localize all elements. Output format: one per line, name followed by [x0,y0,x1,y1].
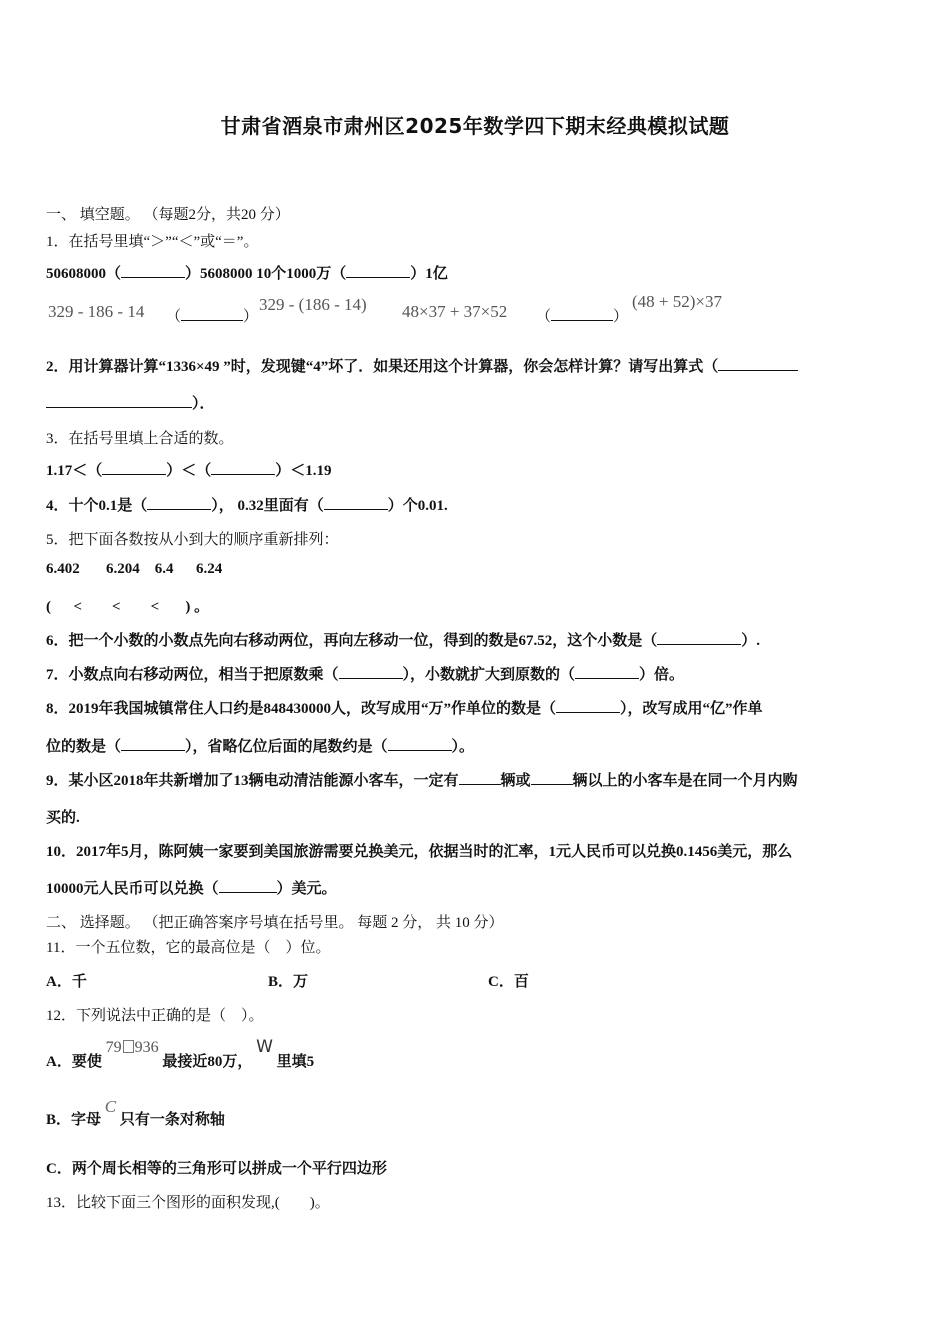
answer-blank[interactable] [211,462,275,475]
q8-part-c: 位的数是（ [46,739,122,755]
question-4 [46,494,448,515]
question-3: 3．在括号里填上合适的数。 [46,431,234,447]
question-10-cont [46,877,337,898]
letter-c: C [104,1097,117,1116]
question-2 [46,355,798,376]
digit-box-icon [123,1040,134,1053]
q3-part-c: ）＜1.19 [275,463,332,479]
paren-close: ） [613,309,629,325]
q12-option-a[interactable] [46,1036,314,1070]
q12-option-b[interactable] [46,1096,225,1126]
question-11: 11．一个五位数，它的最高位是（ ）位。 [46,940,331,956]
answer-blank[interactable] [388,738,452,751]
paren-close: ） [243,309,259,325]
answer-blank[interactable] [346,265,410,278]
q1-compare-2 [536,305,628,326]
q7-part-b: ），小数就扩大到原数的（ [402,667,576,683]
q12-b-prefix: B．字母 [46,1112,102,1128]
page-title: 甘肃省酒泉市肃州区2025年数学四下期末经典模拟试题 [220,114,730,138]
q8-part-b: ），改写成用“亿”作单 [620,701,763,717]
placeholder-symbol: W [256,1037,273,1057]
question-2-cont [46,392,215,413]
answer-blank[interactable] [121,265,185,278]
q9-part-c: 辆以上的小客车是在同一个月内购 [572,773,798,789]
q11-option-a[interactable]: A．千 [46,974,87,990]
section-1-header: 一、 填空题。 （每题2分，共20 分） [46,207,290,223]
answer-blank[interactable] [181,308,243,321]
q6-part-a: 6．把一个小数的小数点先向右移动两位，再向左移动一位，得到的数是67.52，这个小数是（ [46,633,658,649]
question-5-numbers: 6.402 6.204 6.4 6.24 [46,561,223,577]
answer-blank[interactable] [575,666,639,679]
answer-blank[interactable] [531,772,573,785]
q1-row1-part-a: 50608000（ [46,266,122,282]
question-3-row [46,459,332,480]
q7-part-a: 7．小数点向右移动两位，相当于把原数乘（ [46,667,339,683]
number-left: 79 [105,1039,122,1056]
q9-part-b: 辆或 [500,773,531,789]
answer-blank[interactable] [657,632,741,645]
question-6 [46,629,760,650]
q1-compare-1 [166,305,258,326]
q12-a-number [106,1039,159,1056]
q8-part-d: ），省略亿位后面的尾数约是（ [185,739,388,755]
question-5: 5．把下面各数按从小到大的顺序重新排列： [46,532,339,548]
paren-open: （ [536,309,552,325]
answer-blank[interactable] [46,395,192,408]
answer-blank[interactable] [459,772,501,785]
answer-blank[interactable] [339,666,403,679]
q4-part-b: ）， 0.32里面有（ [211,498,324,514]
question-13: 13．比较下面三个图形的面积发现,( )。 [46,1195,330,1211]
q6-part-b: ）. [741,633,761,649]
q8-part-a: 8．2019年我国城镇常住人口约是848430000人，改写成用“万”作单位的数是（ [46,701,557,717]
q12-a-prefix: A．要使 [46,1054,102,1070]
question-9-cont: 买的. [46,810,80,826]
expression-3: 48×37 + 37×52 [402,302,508,321]
q12-option-c[interactable]: C．两个周长相等的三角形可以拼成一个平行四边形 [46,1161,387,1177]
q12-a-suffix: 里填5 [276,1054,315,1070]
question-8-cont [46,735,474,756]
q11-option-c[interactable]: C．百 [488,974,529,990]
answer-blank[interactable] [102,462,166,475]
answer-blank[interactable] [718,358,798,371]
q4-part-a: 4．十个0.1是（ [46,498,148,514]
question-1-row-1 [46,262,448,283]
answer-blank[interactable] [551,308,613,321]
section-2-header: 二、 选择题。 （把正确答案序号填在括号里。 每题 2 分， 共 10 分） [46,915,504,931]
answer-blank[interactable] [147,497,211,510]
question-7 [46,663,684,684]
question-12: 12．下列说法中正确的是（ ）。 [46,1008,264,1024]
answer-blank[interactable] [219,880,277,893]
q12-a-middle: 最接近80万， [162,1054,253,1070]
q3-part-a: 1.17＜（ [46,463,103,479]
q4-part-c: ）个0.01. [387,498,448,514]
paren-open: （ [166,309,182,325]
q7-part-c: ）倍。 [639,667,685,683]
expression-4: (48 + 52)×37 [632,292,722,311]
q2-text: 2．用计算器计算“1336×49 ”时，发现键“4”坏了．如果还用这个计算器，你会怎样计算？请写出算式（ [46,359,719,375]
q1-row1-part-b: ）5608000 10个1000万（ [185,266,347,282]
q12-b-suffix: 只有一条对称轴 [119,1112,225,1128]
q8-part-e: ）。 [451,739,475,755]
question-10: 10．2017年5月，陈阿姨一家要到美国旅游需要兑换美元，依据当时的汇率，1元人民币可以兑换0.1456美元，那么 [46,844,793,860]
q11-option-b[interactable]: B．万 [268,974,309,990]
answer-blank[interactable] [324,497,388,510]
question-8 [46,697,763,718]
number-right: 936 [134,1039,159,1056]
q10-part-c: ）美元。 [276,881,337,897]
q1-row1-part-c: ）1亿 [410,266,448,282]
question-9 [46,769,798,790]
q9-part-a: 9．某小区2018年共新增加了13辆电动清洁能源小客车，一定有 [46,773,459,789]
expression-2: 329 - (186 - 14) [259,295,367,314]
q2-end: ）． [192,396,215,412]
question-1: 1．在括号里填“＞”“＜”或“＝”。 [46,234,259,250]
q3-part-b: ）＜（ [166,463,212,479]
question-5-order: ( < < < ) 。 [46,599,210,615]
answer-blank[interactable] [121,738,185,751]
expression-1: 329 - 186 - 14 [48,302,145,321]
answer-blank[interactable] [556,700,620,713]
q10-part-b: 10000元人民币可以兑换（ [46,881,219,897]
